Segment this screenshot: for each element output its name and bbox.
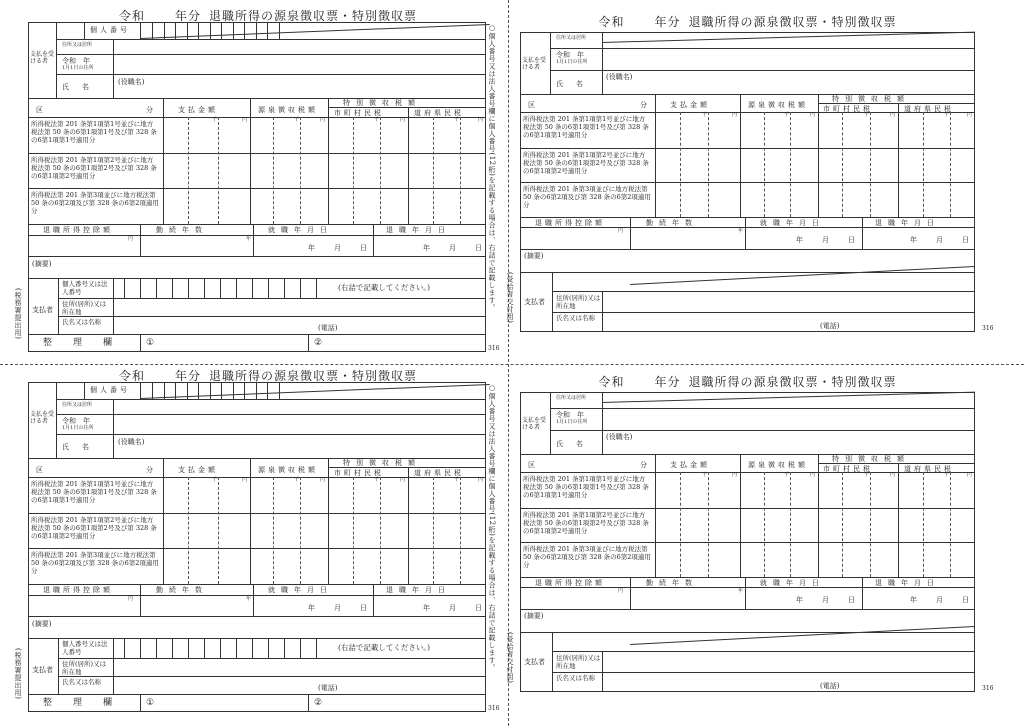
- payer-name-label: 氏名又は名称: [62, 318, 101, 326]
- payer-number-cell[interactable]: [300, 278, 301, 298]
- side-note-recipient: (受給者交付用): [506, 632, 515, 684]
- recipient-label: 支払を受ける者: [30, 51, 55, 65]
- municipal-tax-header: 市町村民税: [334, 469, 384, 477]
- address-label: 住所又は居所: [62, 402, 93, 408]
- payer-number-cell[interactable]: [140, 278, 141, 298]
- payer-number-cell[interactable]: [188, 278, 189, 298]
- payer-address-label: 住所(居所)又は所在地: [62, 660, 107, 677]
- ledger-label: 整 理 欄: [43, 698, 119, 708]
- row1-description: 所得税法第 201 条第1項第1号並びに地方税法第 50 条の6第1項第1号及び第 328 条の6第1項第1号適用分: [31, 480, 157, 505]
- individual-number-label: 個人番号: [90, 386, 130, 394]
- payer-number-cell[interactable]: [236, 278, 237, 298]
- payer-number-cell[interactable]: [268, 278, 269, 298]
- payment-amount-header: 支払金額: [178, 106, 218, 114]
- payer-number-cell[interactable]: [220, 278, 221, 298]
- service-years-header: 勤続年数: [156, 586, 208, 594]
- payer-number-cell[interactable]: [172, 278, 173, 298]
- form-title: 令和 年分 退職所得の源泉徴収票・特別徴収票: [118, 369, 418, 383]
- side-note-right: ○個人番号又は法人番号欄に個人番号(12桁)を記載する場合は、右詰で記載します。: [488, 24, 497, 312]
- address-label: 住所又は居所: [556, 395, 587, 401]
- payment-amount-header: 支払金額: [178, 466, 218, 474]
- payer-number-cell[interactable]: [220, 638, 221, 658]
- name-label: 氏 名: [62, 443, 92, 451]
- retirement-date-value[interactable]: 年 月 日: [423, 244, 488, 252]
- jan1-address-label: 1月1日の住所: [62, 425, 94, 431]
- retirement-date-header: 退職年月日: [386, 226, 451, 234]
- vertical-cut-line: [508, 0, 509, 726]
- service-years-header: 勤続年数: [156, 226, 208, 234]
- position-label: (役職名): [118, 438, 145, 446]
- municipal-tax-header: 市町村民税: [334, 109, 384, 117]
- payer-number-cell[interactable]: [172, 638, 173, 658]
- payer-number-cell[interactable]: [252, 638, 253, 658]
- payer-number-cell[interactable]: [204, 638, 205, 658]
- side-note-right: ○個人番号又は法人番号欄に個人番号(12桁)を記載する場合は、右詰で記載します。: [488, 384, 497, 672]
- payer-name-label: 氏名又は名称: [62, 678, 101, 686]
- remarks-label: (摘要): [32, 260, 52, 268]
- number-cell[interactable]: [279, 382, 280, 399]
- number-cell[interactable]: [256, 22, 257, 39]
- number-cell[interactable]: [210, 22, 211, 39]
- employment-date-header: 就職年月日: [268, 586, 333, 594]
- right-align-note: (右詰で記載してください。): [338, 643, 431, 652]
- reiwa-year-label: 令和 年: [556, 411, 584, 419]
- position-label: (役職名): [606, 433, 633, 441]
- right-align-note: (右詰で記載してください。): [338, 283, 431, 292]
- payer-number-cell[interactable]: [124, 278, 125, 298]
- jan1-address-label: 1月1日の住所: [62, 65, 94, 71]
- payer-number-cell[interactable]: [156, 278, 157, 298]
- payer-number-cell[interactable]: [316, 638, 317, 658]
- payer-number-cell[interactable]: [252, 278, 253, 298]
- phone-label: (電話): [318, 324, 338, 332]
- form-title: 令和 年分 退職所得の源泉徴収票・特別徴収票: [598, 375, 897, 389]
- side-note-tax-office: (税務署提出用): [14, 288, 23, 340]
- payer-number-label: 個人番号又は法人番号: [62, 640, 108, 657]
- row3-description: 所得税法第 201 条第3項並びに地方税法第 50 条の6第2項及び第 328 条の6第2項適用分: [31, 551, 159, 576]
- category-label: 区: [36, 106, 43, 114]
- retirement-date-header: 退職年月日: [386, 586, 451, 594]
- payer-number-cell[interactable]: [284, 278, 285, 298]
- payer-number-cell[interactable]: [284, 638, 285, 658]
- name-label: 氏 名: [556, 440, 586, 448]
- individual-number-label: 個人番号: [90, 26, 130, 34]
- payer-number-cell[interactable]: [236, 638, 237, 658]
- prefectural-tax-header: 道府県民税: [414, 109, 464, 117]
- row2-description: 所得税法第 201 条第1項第2号並びに地方税法第 50 条の6第1項第2号及び第 328 条の6第1項第2号適用分: [31, 156, 157, 181]
- form-title: 令和 年分 退職所得の源泉徴収票・特別徴収票: [118, 9, 418, 23]
- row1-description: 所得税法第 201 条第1項第1号並びに地方税法第 50 条の6第1項第1号及び第 328 条の6第1項第1号適用分: [31, 120, 157, 145]
- reiwa-year-label: 令和 年: [62, 57, 90, 65]
- side-note-recipient: (受給者交付用): [506, 272, 515, 324]
- form-code: 316: [488, 345, 500, 352]
- side-note-tax-office: (税務署提出用): [14, 648, 23, 700]
- payer-number-cell[interactable]: [268, 638, 269, 658]
- number-cell[interactable]: [256, 382, 257, 399]
- payer-address-label: 住所(居所)又は所在地: [62, 300, 107, 317]
- form-title: 令和 年分 退職所得の源泉徴収票・特別徴収票: [598, 15, 897, 29]
- payer-number-cell[interactable]: [316, 278, 317, 298]
- name-label: 氏 名: [62, 83, 92, 91]
- special-levy-header: 特別徴収税額: [343, 459, 421, 467]
- special-levy-header: 特別徴収税額: [343, 99, 421, 107]
- deduction-header: 退職所得控除額: [43, 226, 113, 234]
- category-label: 区: [36, 466, 43, 474]
- jan1-address-label: 1月1日の住所: [556, 419, 588, 425]
- employment-date-value[interactable]: 年 月 日: [308, 604, 373, 612]
- payer-label: 支払者: [32, 306, 53, 314]
- employment-date-header: 就職年月日: [268, 226, 333, 234]
- recipient-label: 支払を受ける者: [522, 417, 547, 431]
- category-label-2: 分: [146, 106, 153, 114]
- name-label: 氏 名: [556, 80, 586, 88]
- prefectural-tax-header: 道府県民税: [414, 469, 464, 477]
- number-cell[interactable]: [210, 382, 211, 399]
- reiwa-year-label: 令和 年: [556, 51, 584, 59]
- employment-date-value[interactable]: 年 月 日: [308, 244, 373, 252]
- number-cell[interactable]: [221, 22, 222, 39]
- number-cell[interactable]: [221, 382, 222, 399]
- row3-description: 所得税法第 201 条第3項並びに地方税法第 50 条の6第2項及び第 328 条の6第2項適用分: [31, 191, 159, 216]
- remarks-label: (摘要): [32, 620, 52, 628]
- payer-label: 支払者: [32, 666, 53, 674]
- retirement-date-value[interactable]: 年 月 日: [423, 604, 488, 612]
- number-cell[interactable]: [244, 22, 245, 39]
- payer-number-cell[interactable]: [124, 638, 125, 658]
- form-code: 316: [488, 705, 500, 712]
- position-label: (役職名): [606, 73, 633, 81]
- number-cell[interactable]: [267, 382, 268, 399]
- address-label: 住所又は居所: [556, 35, 587, 41]
- payer-number-cell[interactable]: [156, 638, 157, 658]
- position-label: (役職名): [118, 78, 145, 86]
- number-cell[interactable]: [152, 382, 153, 399]
- payer-number-label: 個人番号又は法人番号: [62, 280, 108, 297]
- number-cell[interactable]: [267, 22, 268, 39]
- payer-number-cell[interactable]: [140, 638, 141, 658]
- payer-number-cell[interactable]: [188, 638, 189, 658]
- jan1-address-label: 1月1日の住所: [556, 59, 588, 65]
- deduction-header: 退職所得控除額: [43, 586, 113, 594]
- address-label: 住所又は居所: [62, 42, 93, 48]
- number-cell[interactable]: [279, 22, 280, 39]
- number-cell[interactable]: [152, 22, 153, 39]
- withholding-tax-header: 源泉徴収税額: [258, 466, 318, 474]
- phone-label: (電話): [318, 684, 338, 692]
- row2-description: 所得税法第 201 条第1項第2号並びに地方税法第 50 条の6第1項第2号及び第 328 条の6第1項第2号適用分: [31, 516, 157, 541]
- recipient-label: 支払を受ける者: [30, 411, 55, 425]
- number-cell[interactable]: [233, 22, 234, 39]
- recipient-label: 支払を受ける者: [522, 57, 547, 71]
- number-cell[interactable]: [244, 382, 245, 399]
- ledger-label: 整 理 欄: [43, 338, 119, 348]
- reiwa-year-label: 令和 年: [62, 417, 90, 425]
- number-cell[interactable]: [233, 382, 234, 399]
- payer-number-cell[interactable]: [300, 638, 301, 658]
- horizontal-cut-line: [0, 364, 1024, 365]
- category-label-2: 分: [146, 466, 153, 474]
- withholding-tax-header: 源泉徴収税額: [258, 106, 318, 114]
- payer-number-cell[interactable]: [204, 278, 205, 298]
